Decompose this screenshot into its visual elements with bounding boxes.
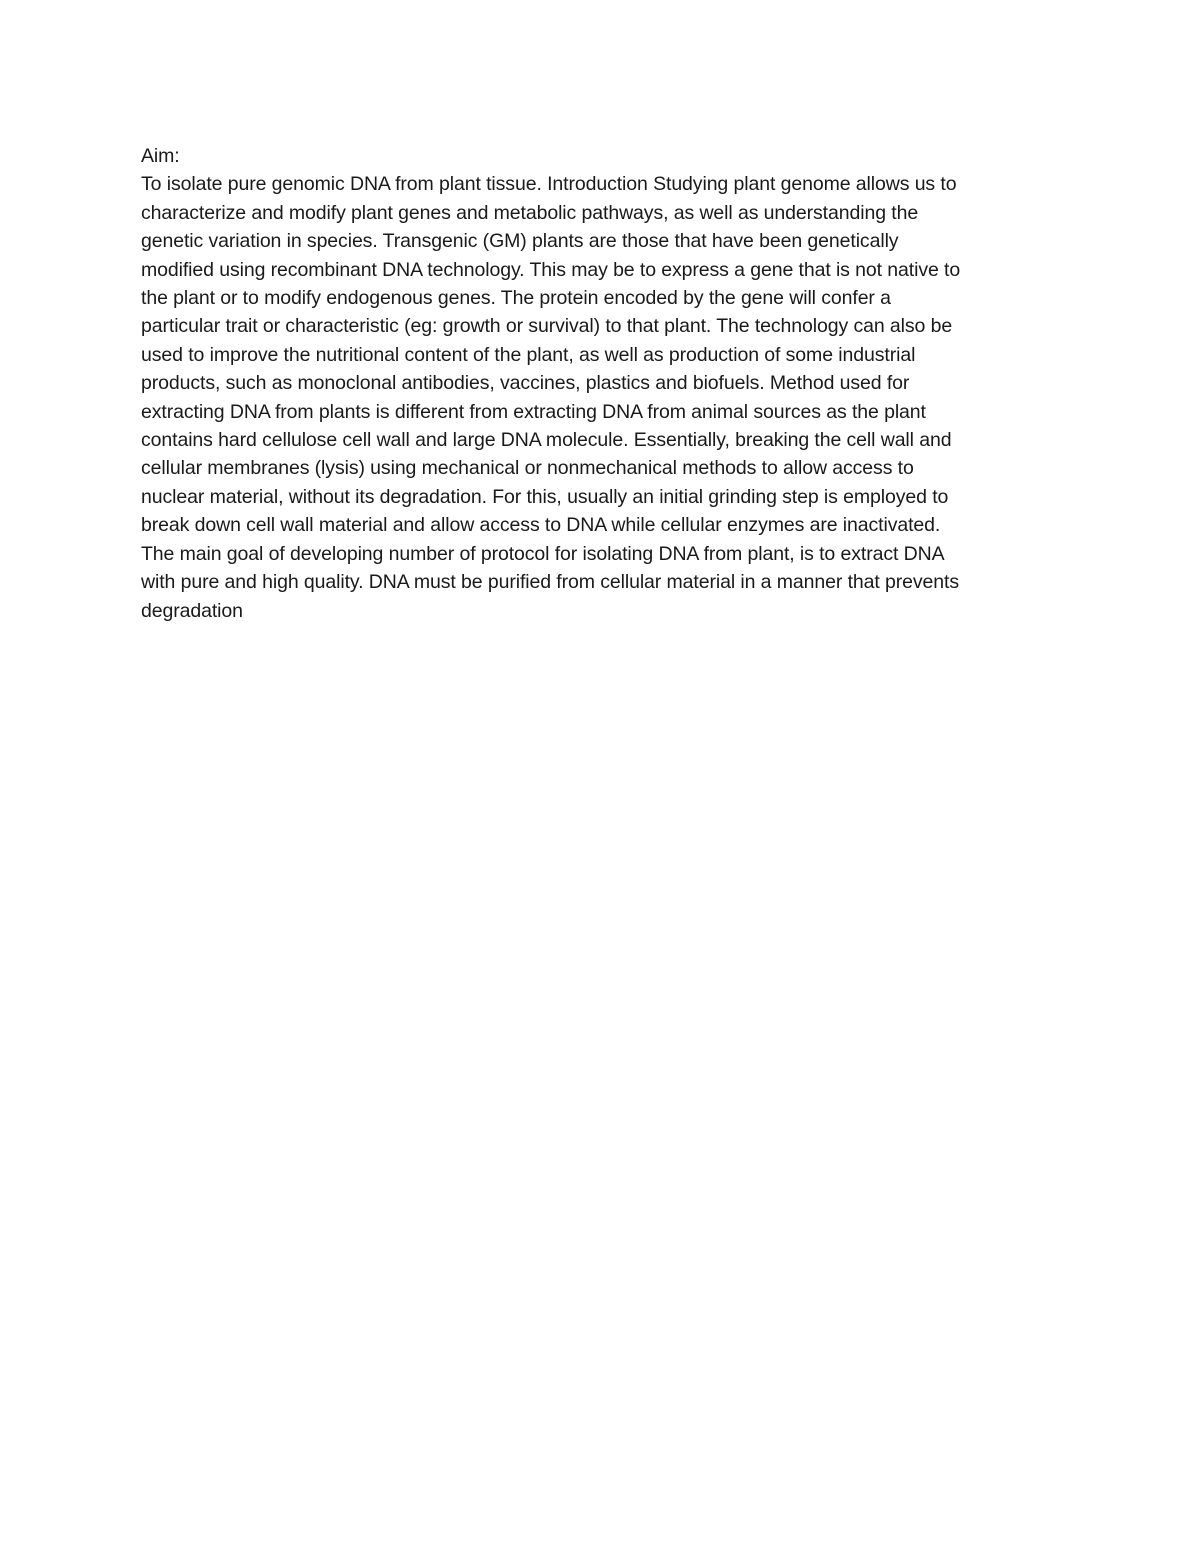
body-line: characterize and modify plant genes and metabolic pathways, as well as understanding the	[141, 201, 919, 224]
aim-heading: Aim:	[141, 145, 180, 167]
body-line: contains hard cellulose cell wall and large DNA molecule. Essentially, breaking the cell wall and	[141, 429, 952, 452]
body-line: To isolate pure genomic DNA from plant tissue. Introduction Studying plant genome allows us to	[141, 173, 957, 196]
body-line: modified using recombinant DNA technology. This may be to express a gene that is not native to	[141, 258, 961, 281]
body-line: cellular membranes (lysis) using mechanical or nonmechanical methods to allow access to	[141, 457, 914, 480]
body-line: genetic variation in species. Transgenic (GM) plants are those that have been genetically	[141, 230, 899, 253]
body-line: degradation	[141, 599, 243, 622]
body-line: the plant or to modify endogenous genes. The protein encoded by the gene will confer a	[141, 287, 891, 310]
body-line: particular trait or characteristic (eg: growth or survival) to that plant. The technology can also be	[141, 315, 953, 338]
body-line: break down cell wall material and allow access to DNA while cellular enzymes are inactivated.	[141, 514, 941, 537]
body-line: products, such as monoclonal antibodies, vaccines, plastics and biofuels. Method used for	[141, 372, 910, 395]
body-line: The main goal of developing number of protocol for isolating DNA from plant, is to extract DNA	[141, 542, 945, 565]
body-line: nuclear material, without its degradation. For this, usually an initial grinding step is employed to	[141, 485, 949, 508]
body-line: extracting DNA from plants is different from extracting DNA from animal sources as the plant	[141, 400, 926, 423]
body-line: with pure and high quality. DNA must be purified from cellular material in a manner that prevents	[141, 571, 960, 594]
document-text-block	[141, 142, 1071, 625]
body-line: used to improve the nutritional content of the plant, as well as production of some industrial	[141, 343, 916, 366]
